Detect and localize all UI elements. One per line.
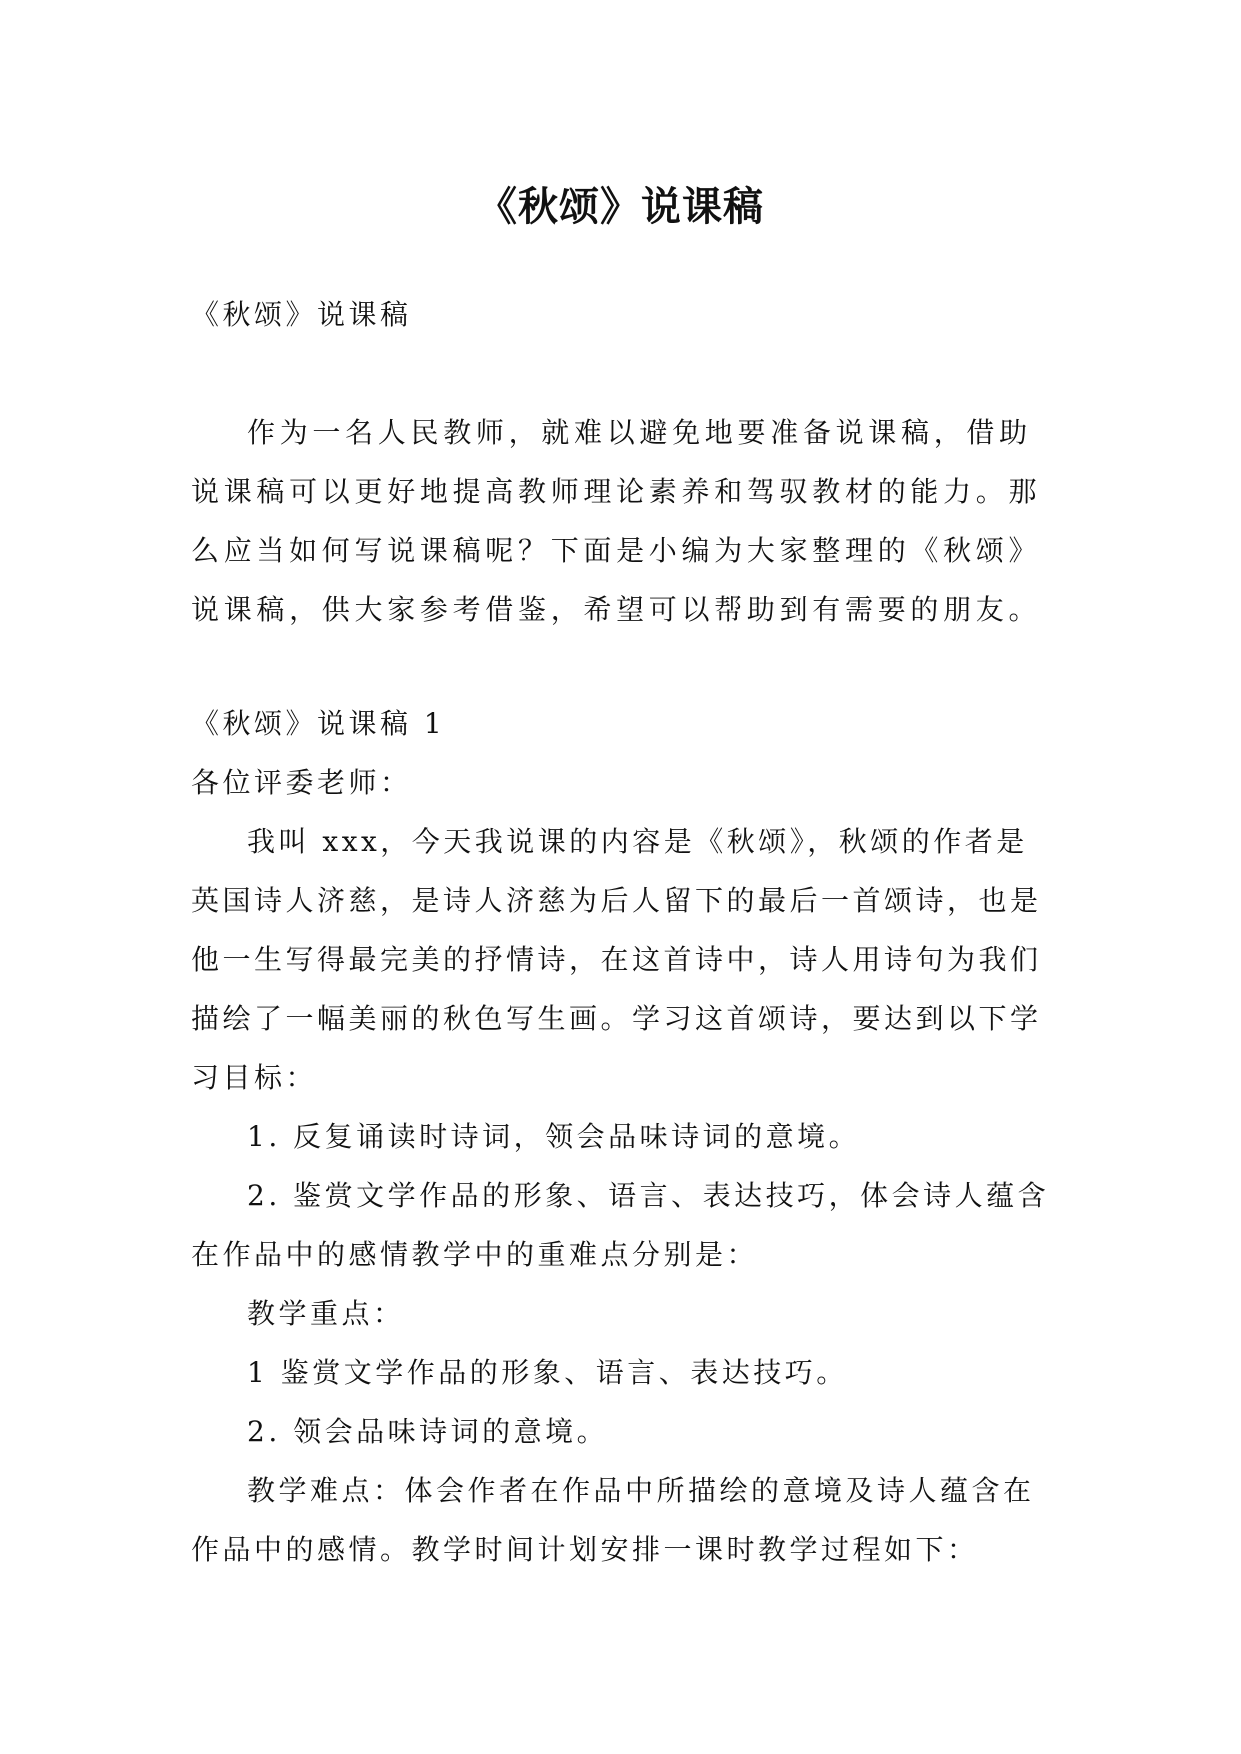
list-item: 1. 反复诵读时诗词，领会品味诗词的意境。	[247, 1120, 861, 1153]
section-heading: 《秋颂》说课稿 1	[191, 707, 446, 740]
greeting: 各位评委老师：	[191, 766, 412, 799]
paragraph: 教学难点：体会作者在作品中所描绘的意境及诗人蕴含在作品中的感情。教学时间计划安排一课时教学过程如下：	[191, 1474, 1035, 1566]
list-item: 1 鉴赏文学作品的形象、语言、表达技巧。	[247, 1356, 848, 1389]
list-item: 2. 鉴赏文学作品的形象、语言、表达技巧，体会诗人蕴含在作品中的感情教学中的重难点分别是：	[191, 1179, 1050, 1271]
intro-paragraph	[191, 403, 1051, 639]
page-title: 《秋颂》说课稿	[477, 183, 764, 230]
list-item: 2. 领会品味诗词的意境。	[247, 1415, 609, 1448]
document-subtitle	[191, 285, 1051, 344]
section-body	[191, 694, 1051, 1579]
subheading: 教学重点：	[247, 1297, 405, 1330]
paragraph: 我叫 xxx，今天我说课的内容是《秋颂》，秋颂的作者是英国诗人济慈，是诗人济慈为后人留下的最后一首颂诗，也是他一生写得最完美的抒情诗，在这首诗中，诗人用诗句为我们描绘了一幅美丽的秋色写生画。学习这首颂诗，要达到以下学习目标：	[191, 825, 1042, 1094]
intro-text: 作为一名人民教师，就难以避免地要准备说课稿，借助说课稿可以更好地提高教师理论素养和驾驭教材的能力。那么应当如何写说课稿呢？下面是小编为大家整理的《秋颂》说课稿，供大家参考借鉴，希望可以帮助到有需要的朋友。	[191, 416, 1042, 626]
subtitle-text: 《秋颂》说课稿	[191, 298, 412, 331]
